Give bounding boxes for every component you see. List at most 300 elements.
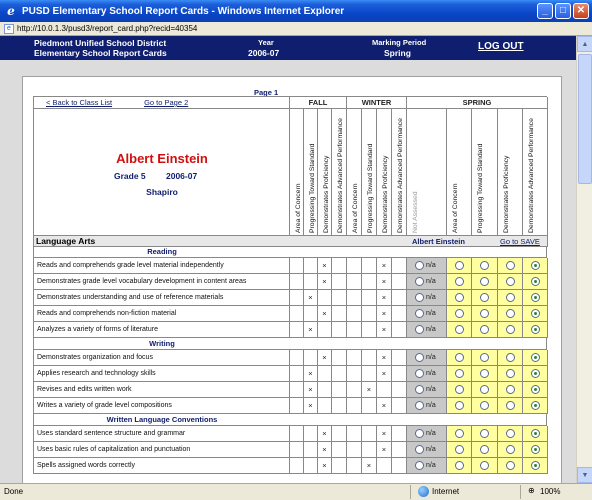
not-assessed-label: n/a [426, 370, 436, 377]
winter-grade-mark: × [377, 350, 392, 366]
winter-grade-mark: × [377, 366, 392, 382]
column-label: Demonstrates Advanced Performance [337, 118, 344, 233]
table-row [33, 366, 547, 382]
winter-grade-cell [347, 458, 362, 474]
column-header-fall-progressing [304, 109, 318, 236]
district-name: Piedmont Unified School District [34, 38, 167, 48]
spring-grade-cell [472, 398, 498, 414]
not-assessed-option[interactable] [407, 274, 447, 290]
standard-description: Writes a variety of grade level compositions [34, 398, 290, 414]
spring-grade-radio[interactable] [506, 277, 515, 286]
fall-grade-cell [304, 350, 318, 366]
spring-grade-cell [523, 322, 548, 338]
section-title: Written Language Conventions [106, 415, 218, 424]
section-header [33, 414, 547, 426]
spring-grade-cell [447, 442, 472, 458]
subject-title: Language Arts [36, 236, 96, 246]
winter-grade-mark: × [362, 458, 377, 474]
winter-grade-cell [347, 426, 362, 442]
winter-grade-cell [362, 258, 377, 274]
winter-grade-mark: × [377, 306, 392, 322]
winter-grade-cell [347, 274, 362, 290]
spring-grade-cell [472, 366, 498, 382]
scroll-thumb[interactable] [578, 54, 592, 184]
spring-grade-radio[interactable] [531, 293, 540, 302]
section-header [33, 338, 547, 350]
winter-grade-mark: × [377, 426, 392, 442]
spring-grade-cell [498, 426, 523, 442]
fall-grade-cell [304, 458, 318, 474]
student-school-year: 2006-07 [166, 171, 198, 181]
column-header-fall-proficiency [318, 109, 332, 236]
spring-grade-cell [447, 426, 472, 442]
column-label: Area of Concern [452, 183, 459, 233]
column-header-spring-not-assessed [407, 109, 447, 236]
winter-grade-mark: × [377, 322, 392, 338]
fall-grade-cell [290, 426, 304, 442]
winter-grade-cell [392, 398, 407, 414]
spring-grade-cell [523, 382, 548, 398]
spring-grade-radio[interactable] [531, 385, 540, 394]
fall-grade-cell [332, 290, 347, 306]
spring-grade-cell [472, 350, 498, 366]
spring-grade-cell [447, 306, 472, 322]
spring-grade-radio[interactable] [531, 369, 540, 378]
spring-grade-radio[interactable] [506, 309, 515, 318]
fall-grade-mark: × [318, 274, 332, 290]
spring-grade-cell [472, 258, 498, 274]
not-assessed-option[interactable] [407, 426, 447, 442]
spring-grade-radio[interactable] [531, 401, 540, 410]
spring-grade-cell [523, 442, 548, 458]
spring-grade-cell [498, 306, 523, 322]
fall-grade-mark: × [304, 366, 318, 382]
spring-grade-radio[interactable] [455, 353, 464, 362]
spring-grade-radio[interactable] [506, 429, 515, 438]
not-assessed-option[interactable] [407, 366, 447, 382]
fall-grade-mark: × [318, 350, 332, 366]
term-spring: SPRING [407, 97, 548, 109]
spring-grade-cell [498, 382, 523, 398]
scroll-up-icon[interactable]: ▲ [577, 36, 592, 52]
logout-link[interactable]: LOG OUT [478, 41, 524, 52]
fall-grade-cell [332, 322, 347, 338]
fall-grade-cell [318, 398, 332, 414]
spring-grade-radio[interactable] [455, 369, 464, 378]
go-to-save-link[interactable]: Go to SAVE [500, 237, 540, 246]
fall-grade-cell [332, 366, 347, 382]
column-header-winter-proficiency [377, 109, 392, 236]
standard-description: Uses standard sentence structure and grammar [34, 426, 290, 442]
site-header [0, 36, 576, 60]
winter-grade-mark: × [377, 290, 392, 306]
spring-grade-radio[interactable] [480, 309, 489, 318]
spring-grade-radio[interactable] [531, 353, 540, 362]
winter-grade-cell [392, 306, 407, 322]
zoom-level[interactable]: 100% [540, 487, 561, 496]
fall-grade-cell [290, 458, 304, 474]
table-row [33, 322, 547, 338]
fall-grade-mark: × [318, 442, 332, 458]
not-assessed-label: n/a [426, 430, 436, 437]
winter-grade-mark: × [377, 398, 392, 414]
not-assessed-option[interactable] [407, 322, 447, 338]
fall-grade-cell [290, 350, 304, 366]
table-row [33, 442, 547, 458]
not-assessed-option[interactable] [407, 382, 447, 398]
fall-grade-cell [290, 322, 304, 338]
winter-grade-cell [392, 290, 407, 306]
column-header-spring-area-of-concern [447, 109, 472, 236]
spring-grade-cell [523, 458, 548, 474]
winter-grade-cell [347, 306, 362, 322]
spring-grade-radio[interactable] [531, 461, 540, 470]
table-row [33, 258, 547, 274]
teacher-name: Shapiro [146, 187, 178, 197]
column-header-winter-advanced [392, 109, 407, 236]
minimize-button[interactable]: _ [537, 3, 553, 19]
not-assessed-label: n/a [426, 386, 436, 393]
column-header-winter-progressing [362, 109, 377, 236]
not-assessed-radio[interactable] [415, 325, 424, 334]
table-row [33, 398, 547, 414]
column-label: Demonstrates Proficiency [323, 155, 330, 233]
not-assessed-label: n/a [426, 262, 436, 269]
standard-description: Revises and edits written work [34, 382, 290, 398]
winter-grade-cell [392, 366, 407, 382]
spring-grade-radio[interactable] [480, 353, 489, 362]
winter-grade-cell [347, 442, 362, 458]
page-icon: e [4, 24, 14, 34]
not-assessed-label: n/a [426, 294, 436, 301]
winter-grade-cell [362, 442, 377, 458]
spring-grade-cell [523, 290, 548, 306]
spring-grade-radio[interactable] [531, 261, 540, 270]
spring-grade-cell [447, 258, 472, 274]
column-label: Progressing Toward Standard [367, 143, 374, 233]
not-assessed-option[interactable] [407, 398, 447, 414]
not-assessed-option[interactable] [407, 306, 447, 322]
fall-grade-cell [290, 290, 304, 306]
not-assessed-radio[interactable] [415, 461, 424, 470]
student-info [34, 109, 290, 236]
spring-grade-radio[interactable] [480, 261, 489, 270]
marking-period-label: Marking Period [372, 38, 427, 47]
not-assessed-radio[interactable] [415, 445, 424, 454]
fall-grade-cell [332, 382, 347, 398]
spring-grade-cell [447, 458, 472, 474]
fall-grade-mark: × [318, 458, 332, 474]
winter-grade-cell [362, 274, 377, 290]
not-assessed-label: n/a [426, 462, 436, 469]
not-assessed-radio[interactable] [415, 277, 424, 286]
standard-description: Uses basic rules of capitalization and punctuation [34, 442, 290, 458]
spring-grade-cell [498, 366, 523, 382]
winter-grade-cell [377, 382, 392, 398]
spring-grade-radio[interactable] [455, 401, 464, 410]
maximize-button[interactable]: □ [555, 3, 571, 19]
not-assessed-radio[interactable] [415, 261, 424, 270]
table-row [33, 350, 547, 366]
year-value: 2006-07 [248, 48, 280, 58]
standard-description: Applies research and technology skills [34, 366, 290, 382]
fall-grade-cell [332, 306, 347, 322]
go-to-page-2-link[interactable]: Go to Page 2 [144, 98, 189, 107]
not-assessed-radio[interactable] [415, 401, 424, 410]
winter-grade-cell [362, 366, 377, 382]
winter-grade-cell [347, 258, 362, 274]
spring-grade-cell [447, 382, 472, 398]
back-to-class-list-link[interactable]: < Back to Class List [46, 98, 113, 107]
fall-grade-cell [304, 426, 318, 442]
spring-grade-radio[interactable] [506, 461, 515, 470]
nav-links [34, 97, 290, 109]
spring-grade-radio[interactable] [455, 309, 464, 318]
fall-grade-cell [290, 274, 304, 290]
spring-grade-cell [523, 426, 548, 442]
winter-grade-cell [347, 366, 362, 382]
spring-grade-radio[interactable] [480, 385, 489, 394]
student-grade: Grade 5 [114, 171, 146, 181]
term-fall: FALL [290, 97, 347, 109]
spring-grade-cell [523, 306, 548, 322]
winter-grade-cell [377, 458, 392, 474]
window-title: PUSD Elementary School Report Cards - Windows Internet Explorer [22, 5, 345, 17]
winter-grade-cell [392, 458, 407, 474]
spring-grade-cell [447, 366, 472, 382]
subject-student-name: Albert Einstein [412, 237, 465, 246]
spring-grade-radio[interactable] [455, 429, 464, 438]
spring-grade-radio[interactable] [455, 261, 464, 270]
not-assessed-option[interactable] [407, 442, 447, 458]
term-winter: WINTER [347, 97, 407, 109]
winter-grade-mark: × [377, 258, 392, 274]
spring-grade-radio[interactable] [480, 325, 489, 334]
fall-grade-cell [290, 382, 304, 398]
spring-grade-cell [523, 350, 548, 366]
spring-grade-cell [498, 322, 523, 338]
spring-grade-radio[interactable] [480, 401, 489, 410]
fall-grade-cell [290, 258, 304, 274]
section-header [33, 246, 547, 258]
spring-grade-cell [472, 274, 498, 290]
address-url[interactable]: http://10.0.1.3/pusd3/report_card.php?recid=40354 [17, 24, 198, 33]
fall-grade-cell [332, 458, 347, 474]
spring-grade-cell [523, 274, 548, 290]
address-bar[interactable] [0, 22, 592, 36]
vertical-scrollbar[interactable] [576, 36, 592, 483]
spring-grade-cell [447, 290, 472, 306]
spring-grade-radio[interactable] [455, 445, 464, 454]
spring-grade-radio[interactable] [480, 369, 489, 378]
fall-grade-cell [318, 322, 332, 338]
standard-description: Analyzes a variety of forms of literature [34, 322, 290, 338]
fall-grade-cell [318, 366, 332, 382]
spring-grade-cell [472, 442, 498, 458]
winter-grade-cell [362, 290, 377, 306]
fall-grade-mark: × [304, 382, 318, 398]
standard-description: Spells assigned words correctly [34, 458, 290, 474]
winter-grade-cell [362, 306, 377, 322]
spring-grade-radio[interactable] [480, 293, 489, 302]
fall-grade-cell [304, 442, 318, 458]
fall-grade-cell [304, 306, 318, 322]
column-label: Progressing Toward Standard [309, 143, 316, 233]
spring-grade-cell [498, 442, 523, 458]
spring-grade-radio[interactable] [531, 325, 540, 334]
spring-grade-cell [523, 398, 548, 414]
standard-description: Demonstrates understanding and use of reference materials [34, 290, 290, 306]
table-row [33, 382, 547, 398]
marking-period-value: Spring [384, 48, 411, 58]
table-row [33, 306, 547, 322]
winter-grade-cell [347, 290, 362, 306]
spring-grade-radio[interactable] [455, 325, 464, 334]
winter-grade-mark: × [377, 274, 392, 290]
spring-grade-cell [472, 458, 498, 474]
spring-grade-radio[interactable] [531, 445, 540, 454]
fall-grade-cell [332, 398, 347, 414]
scroll-down-icon[interactable]: ▼ [577, 467, 592, 483]
winter-grade-cell [347, 350, 362, 366]
fall-grade-cell [304, 258, 318, 274]
spring-grade-radio[interactable] [506, 261, 515, 270]
not-assessed-option[interactable] [407, 458, 447, 474]
fall-grade-cell [290, 442, 304, 458]
close-button[interactable]: ✕ [573, 3, 589, 19]
spring-grade-radio[interactable] [455, 385, 464, 394]
not-assessed-radio[interactable] [415, 429, 424, 438]
fall-grade-mark: × [304, 322, 318, 338]
security-zone: Internet [432, 487, 460, 496]
section-title: Writing [149, 339, 175, 348]
spring-grade-radio[interactable] [480, 445, 489, 454]
spring-grade-cell [523, 366, 548, 382]
fall-grade-cell [332, 442, 347, 458]
fall-grade-mark: × [304, 290, 318, 306]
internet-explorer-icon: e [7, 4, 15, 18]
fall-grade-cell [318, 382, 332, 398]
column-label: Not Assessed [412, 191, 419, 233]
status-text: Done [4, 487, 24, 496]
spring-grade-cell [523, 258, 548, 274]
fall-grade-cell [332, 258, 347, 274]
not-assessed-radio[interactable] [415, 293, 424, 302]
standard-description: Reads and comprehends grade level material independently [34, 258, 290, 274]
spring-grade-radio[interactable] [480, 429, 489, 438]
spring-grade-radio[interactable] [531, 309, 540, 318]
section-title: Reading [147, 247, 177, 256]
spring-grade-radio[interactable] [506, 369, 515, 378]
spring-grade-radio[interactable] [506, 353, 515, 362]
spring-grade-cell [472, 426, 498, 442]
fall-grade-mark: × [318, 426, 332, 442]
winter-grade-cell [362, 398, 377, 414]
internet-zone-icon [418, 486, 429, 497]
winter-grade-cell [362, 426, 377, 442]
not-assessed-radio[interactable] [415, 385, 424, 394]
not-assessed-option[interactable] [407, 258, 447, 274]
winter-grade-cell [362, 350, 377, 366]
not-assessed-label: n/a [426, 326, 436, 333]
spring-grade-radio[interactable] [480, 461, 489, 470]
not-assessed-option[interactable] [407, 350, 447, 366]
column-label: Demonstrates Proficiency [382, 155, 389, 233]
spring-grade-cell [447, 398, 472, 414]
spring-grade-radio[interactable] [506, 385, 515, 394]
winter-grade-cell [347, 322, 362, 338]
winter-grade-cell [347, 398, 362, 414]
zoom-icon[interactable]: ⊕ [528, 486, 535, 495]
report-rows [33, 246, 547, 474]
spring-grade-radio[interactable] [455, 461, 464, 470]
column-header-fall-area-of-concern [290, 109, 304, 236]
window-titlebar [0, 0, 592, 22]
winter-grade-mark: × [377, 442, 392, 458]
standard-description: Reads and comprehends non-fiction material [34, 306, 290, 322]
fall-grade-cell [332, 350, 347, 366]
spring-grade-radio[interactable] [455, 293, 464, 302]
spring-grade-radio[interactable] [506, 401, 515, 410]
column-label: Progressing Toward Standard [477, 143, 484, 233]
winter-grade-cell [392, 426, 407, 442]
winter-grade-cell [392, 322, 407, 338]
table-row [33, 426, 547, 442]
winter-grade-cell [347, 382, 362, 398]
not-assessed-label: n/a [426, 278, 436, 285]
spring-grade-cell [472, 290, 498, 306]
site-subtitle: Elementary School Report Cards [34, 48, 167, 58]
spring-grade-cell [498, 398, 523, 414]
fall-grade-cell [290, 306, 304, 322]
not-assessed-radio[interactable] [415, 353, 424, 362]
column-label: Demonstrates Proficiency [503, 155, 510, 233]
spring-grade-radio[interactable] [480, 277, 489, 286]
spring-grade-radio[interactable] [506, 325, 515, 334]
spring-grade-cell [498, 290, 523, 306]
not-assessed-radio[interactable] [415, 369, 424, 378]
year-label: Year [258, 38, 274, 47]
winter-grade-cell [392, 382, 407, 398]
spring-grade-radio[interactable] [455, 277, 464, 286]
winter-grade-cell [362, 322, 377, 338]
spring-grade-radio[interactable] [531, 277, 540, 286]
spring-grade-cell [498, 258, 523, 274]
not-assessed-radio[interactable] [415, 309, 424, 318]
column-header-spring-proficiency [498, 109, 523, 236]
standard-description: Demonstrates grade level vocabulary development in content areas [34, 274, 290, 290]
fall-grade-cell [332, 274, 347, 290]
column-label: Demonstrates Advanced Performance [397, 118, 404, 233]
fall-grade-mark: × [318, 258, 332, 274]
table-row [33, 274, 547, 290]
column-label: Area of Concern [295, 183, 302, 233]
fall-grade-mark: × [304, 398, 318, 414]
spring-grade-radio[interactable] [531, 429, 540, 438]
winter-grade-cell [392, 274, 407, 290]
fall-grade-cell [290, 366, 304, 382]
spring-grade-cell [447, 274, 472, 290]
spring-grade-radio[interactable] [506, 445, 515, 454]
standard-description: Demonstrates organization and focus [34, 350, 290, 366]
column-label: Demonstrates Advanced Performance [528, 118, 535, 233]
table-row [33, 458, 547, 474]
not-assessed-label: n/a [426, 402, 436, 409]
column-header-spring-advanced [523, 109, 548, 236]
spring-grade-radio[interactable] [506, 293, 515, 302]
spring-grade-cell [498, 458, 523, 474]
not-assessed-option[interactable] [407, 290, 447, 306]
